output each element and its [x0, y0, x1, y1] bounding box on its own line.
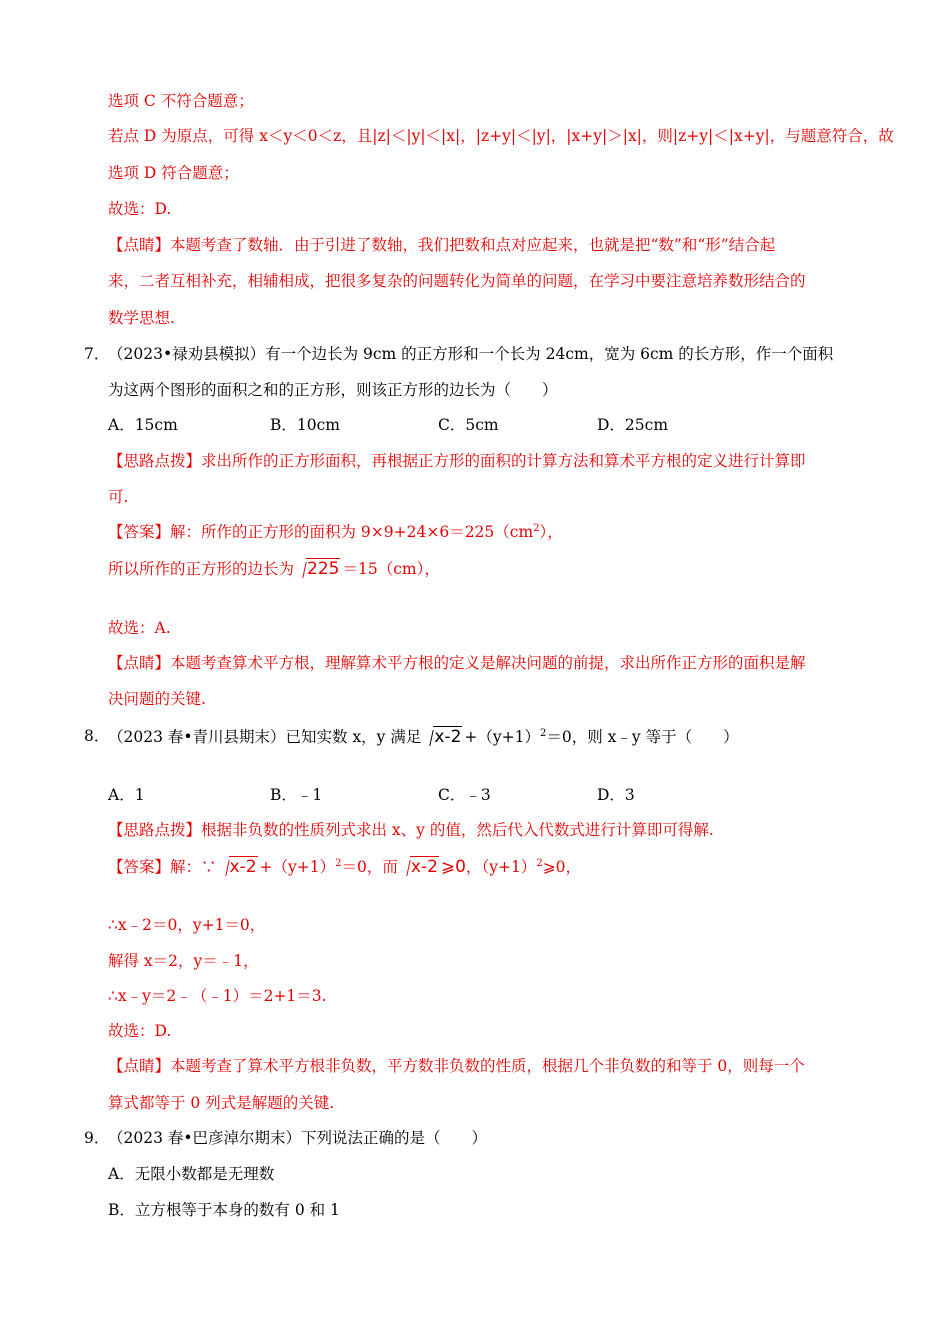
question-number: 8． [84, 727, 110, 745]
answer-choice-line: 故选：D. [108, 200, 172, 218]
radical-sign [398, 856, 439, 877]
commentary-line: 【点睛】本题考查了算术平方根非负数，平方数非负数的性质，根据几个非负数的和等于 0，则每一个 [108, 1057, 805, 1075]
stem-text: ＝0，则 x﹣y 等于（ ） [546, 728, 739, 746]
answer-text: 所以所作的正方形的边长为 [108, 560, 295, 578]
question-number: 7． [84, 345, 110, 363]
solution-step: ∴x﹣2＝0，y+1＝0， [108, 916, 266, 934]
option-d: D．3 [597, 786, 635, 804]
answer-text: 【答案】解：∵ [108, 858, 217, 876]
option-a: A．无限小数都是无理数 [108, 1165, 275, 1183]
answer-choice-line: 故选：D. [108, 1022, 172, 1040]
solution-line: 选项 C 不符合题意； [108, 92, 254, 110]
commentary-line: 【点睛】本题考查算术平方根，理解算术平方根的定义是解决问题的前提，求出所作正方形的面积是解 [108, 654, 806, 672]
answer-text: ＝0，而 [341, 858, 398, 876]
stem-text: +（y+1） [464, 728, 540, 746]
option-b: B．10cm [270, 416, 340, 434]
answer-text: 【答案】解：所作的正方形的面积为 9×9+24×6＝225（cm [108, 523, 534, 541]
commentary-line: 数学思想. [108, 309, 175, 327]
answer-line [108, 522, 563, 542]
answer-text: ⩾0， [542, 858, 582, 876]
radical-sign [294, 558, 340, 579]
hint-line: 【思路点拨】根据非负数的性质列式求出 x、y 的值，然后代入代数式进行计算即可得解. [108, 821, 714, 839]
option-a: A．1 [108, 786, 145, 804]
option-c: C．5cm [438, 416, 499, 434]
superscript: 2 [335, 858, 342, 869]
question-stem [108, 726, 739, 747]
question-stem: （2023 春•巴彦淖尔期末）下列说法正确的是（ ） [108, 1129, 488, 1147]
option-b: B．﹣1 [270, 786, 323, 804]
solution-line: 若点 D 为原点，可得 x＜y＜0＜z，且|z|＜|y|＜|x|，|z+y|＜|y|，|x+y|＞|x|，则|z+y|＜|x+y|，与题意符合，故 [108, 127, 894, 145]
solution-line: 选项 D 符合题意； [108, 164, 239, 182]
answer-text: ）， [539, 523, 563, 541]
answer-line [108, 856, 581, 877]
radical-sign [217, 856, 258, 877]
stem-text: （2023 春•青川县期末）已知实数 x，y 满足 [108, 728, 422, 746]
radicand: x-2 [410, 857, 438, 877]
radical-sign [421, 726, 462, 747]
option-d: D．25cm [597, 416, 669, 434]
superscript: 2 [539, 728, 547, 739]
superscript: 2 [533, 523, 540, 534]
radicand: x-2 [229, 857, 257, 877]
option-c: C．﹣3 [438, 786, 491, 804]
radicand: 225 [307, 559, 340, 579]
answer-text: ，（y+1） [465, 858, 537, 876]
hint-line: 可. [108, 488, 129, 506]
superscript: 2 [536, 858, 543, 869]
radicand: x-2 [434, 727, 462, 747]
answer-choice-line: 故选：A. [108, 619, 171, 637]
solution-step: ∴x﹣y＝2﹣（﹣1）＝2+1＝3. [108, 987, 327, 1005]
answer-text: +（y+1） [259, 858, 336, 876]
solution-step: 解得 x＝2，y＝﹣1， [108, 952, 259, 970]
geq-symbol: ⩾0 [440, 857, 466, 877]
option-a: A．15cm [108, 416, 178, 434]
hint-line: 【思路点拨】求出所作的正方形面积，再根据正方形的面积的计算方法和算术平方根的定义进行计算即 [108, 452, 806, 470]
commentary-line: 算式都等于 0 列式是解题的关键. [108, 1094, 335, 1112]
commentary-line: 决问题的关键. [108, 690, 206, 708]
commentary-line: 来，二者互相补充，相辅相成，把很多复杂的问题转化为简单的问题，在学习中要注意培养数形结合的 [108, 272, 806, 290]
option-b: B．立方根等于本身的数有 0 和 1 [108, 1201, 340, 1219]
commentary-line: 【点睛】本题考查了数轴．由于引进了数轴，我们把数和点对应起来，也就是把“数”和“形”结合起 [108, 236, 776, 254]
question-stem: 为这两个图形的面积之和的正方形，则该正方形的边长为（ ） [108, 381, 558, 399]
answer-line [108, 558, 440, 579]
question-number: 9． [84, 1129, 110, 1147]
question-stem: （2023•禄劝县模拟）有一个边长为 9cm 的正方形和一个长为 24cm，宽为 6cm 的长方形，作一个面积 [108, 345, 834, 363]
answer-text: ＝15（cm）， [342, 560, 440, 578]
